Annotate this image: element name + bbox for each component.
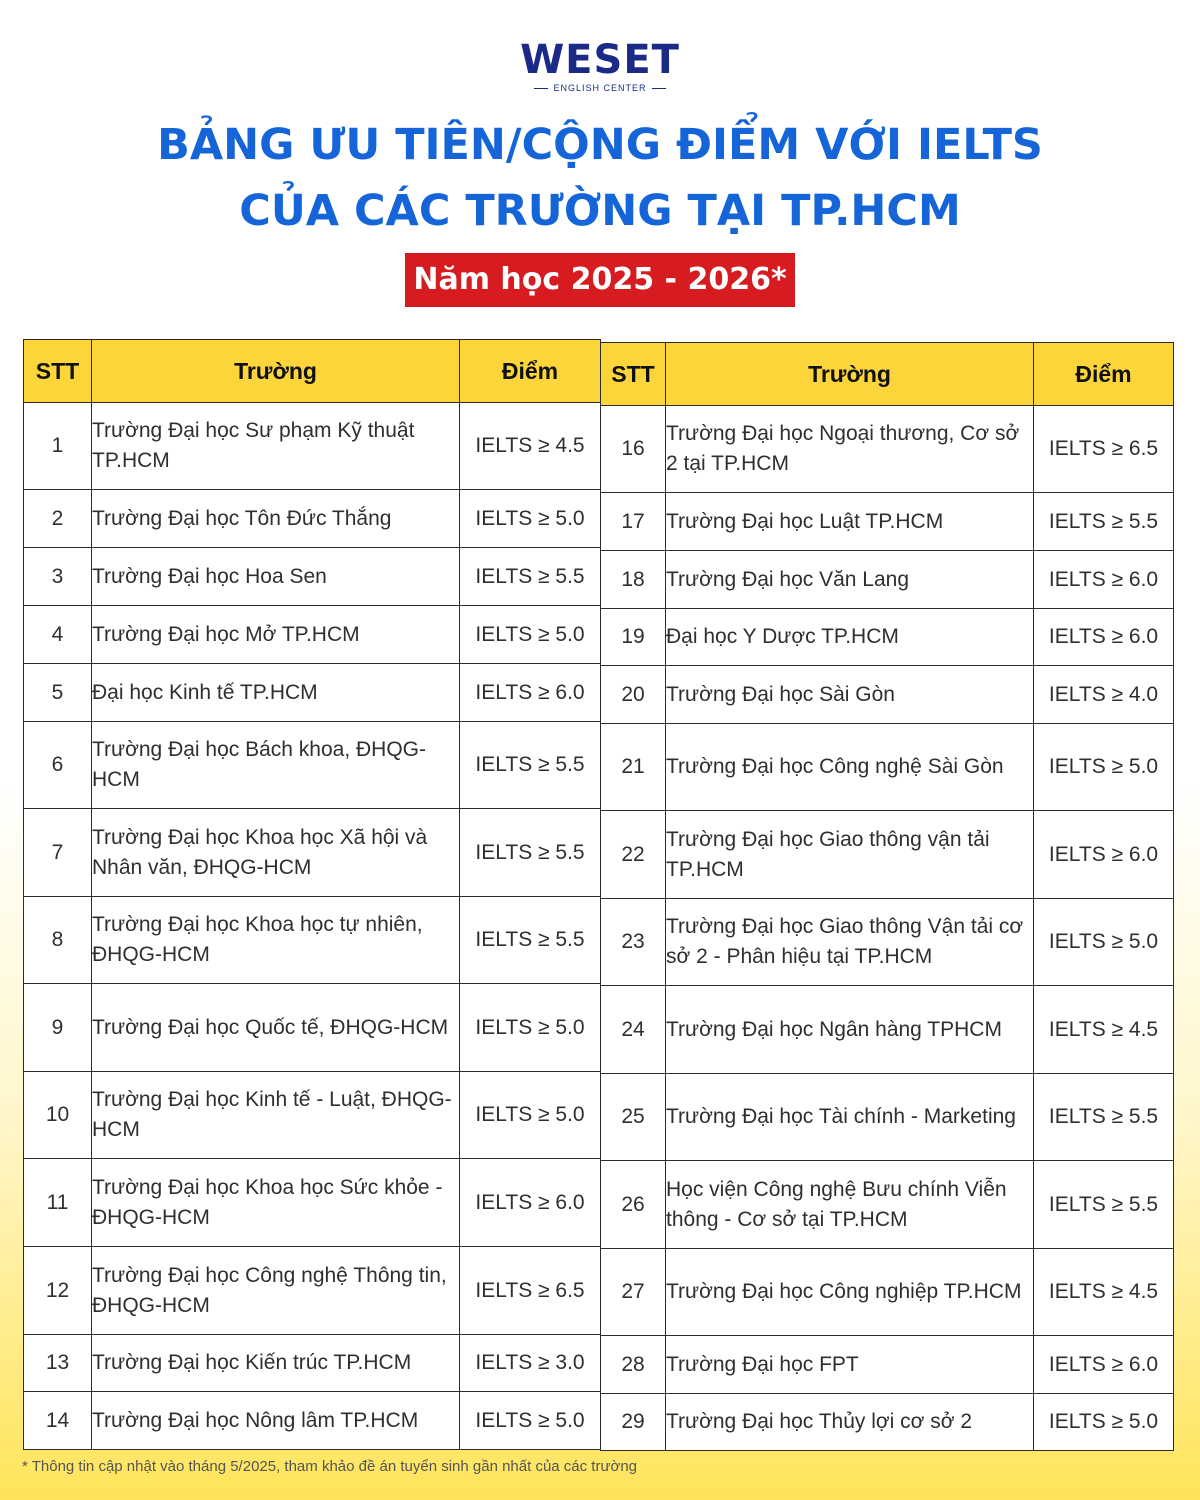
row-school: Trường Đại học Công nghệ Thông tin, ĐHQG-HCM <box>92 1247 460 1335</box>
table-row <box>24 897 601 984</box>
row-school: Trường Đại học Luật TP.HCM <box>666 493 1034 551</box>
table-row <box>24 722 601 809</box>
row-stt: 16 <box>601 406 666 493</box>
row-stt: 28 <box>601 1336 666 1394</box>
row-score: IELTS ≥ 6.5 <box>1034 406 1174 493</box>
row-score: IELTS ≥ 5.0 <box>1034 1394 1174 1451</box>
row-school: Đại học Y Dược TP.HCM <box>666 609 1034 666</box>
logo-brand: WESET <box>520 37 680 83</box>
row-school: Trường Đại học Quốc tế, ĐHQG-HCM <box>92 984 460 1072</box>
table-row <box>601 899 1174 986</box>
row-stt: 26 <box>601 1161 666 1249</box>
row-score: IELTS ≥ 5.5 <box>460 897 601 984</box>
table-row <box>24 548 601 606</box>
row-stt: 2 <box>24 490 92 548</box>
table-row <box>601 493 1174 551</box>
row-score: IELTS ≥ 5.5 <box>460 548 601 606</box>
table-row <box>601 811 1174 899</box>
header-school: Trường <box>92 340 460 403</box>
row-school: Trường Đại học Giao thông vận tải TP.HCM <box>666 811 1034 899</box>
row-score: IELTS ≥ 5.0 <box>460 1392 601 1450</box>
row-score: IELTS ≥ 4.5 <box>1034 1249 1174 1336</box>
table-header-row <box>601 343 1174 406</box>
row-stt: 17 <box>601 493 666 551</box>
row-score: IELTS ≥ 5.0 <box>460 984 601 1072</box>
row-stt: 8 <box>24 897 92 984</box>
row-score: IELTS ≥ 5.5 <box>1034 493 1174 551</box>
row-score: IELTS ≥ 5.5 <box>460 722 601 809</box>
row-school: Trường Đại học Sư phạm Kỹ thuật TP.HCM <box>92 403 460 490</box>
row-score: IELTS ≥ 6.0 <box>1034 551 1174 609</box>
row-score: IELTS ≥ 4.0 <box>1034 666 1174 724</box>
table-row <box>601 1161 1174 1249</box>
row-school: Trường Đại học Sài Gòn <box>666 666 1034 724</box>
table-row <box>601 1394 1174 1451</box>
table-body-right <box>601 406 1174 1451</box>
row-score: IELTS ≥ 6.0 <box>460 664 601 722</box>
row-score: IELTS ≥ 4.5 <box>460 403 601 490</box>
table-row <box>24 1335 601 1392</box>
logo-dash-right <box>652 88 666 89</box>
row-school: Trường Đại học Tài chính - Marketing <box>666 1074 1034 1161</box>
row-school: Đại học Kinh tế TP.HCM <box>92 664 460 722</box>
row-stt: 10 <box>24 1072 92 1159</box>
row-stt: 12 <box>24 1247 92 1335</box>
row-stt: 3 <box>24 548 92 606</box>
row-school: Trường Đại học Văn Lang <box>666 551 1034 609</box>
row-school: Trường Đại học Khoa học tự nhiên, ĐHQG-HCM <box>92 897 460 984</box>
row-school: Trường Đại học Khoa học Sức khỏe - ĐHQG-HCM <box>92 1159 460 1247</box>
row-score: IELTS ≥ 5.0 <box>460 1072 601 1159</box>
row-stt: 19 <box>601 609 666 666</box>
row-stt: 23 <box>601 899 666 986</box>
row-school: Trường Đại học Giao thông Vận tải cơ sở 2 - Phân hiệu tại TP.HCM <box>666 899 1034 986</box>
table-row <box>24 403 601 490</box>
table-body-left <box>24 403 601 1450</box>
row-stt: 29 <box>601 1394 666 1451</box>
table-row <box>24 606 601 664</box>
row-stt: 13 <box>24 1335 92 1392</box>
row-score: IELTS ≥ 4.5 <box>1034 986 1174 1074</box>
row-stt: 25 <box>601 1074 666 1161</box>
row-school: Trường Đại học Thủy lợi cơ sở 2 <box>666 1394 1034 1451</box>
row-school: Trường Đại học Hoa Sen <box>92 548 460 606</box>
row-school: Trường Đại học Khoa học Xã hội và Nhân văn, ĐHQG-HCM <box>92 809 460 897</box>
row-school: Trường Đại học Công nghiệp TP.HCM <box>666 1249 1034 1336</box>
row-stt: 20 <box>601 666 666 724</box>
header-stt: STT <box>601 343 666 406</box>
row-score: IELTS ≥ 5.0 <box>1034 899 1174 986</box>
table-row <box>601 406 1174 493</box>
row-score: IELTS ≥ 6.0 <box>1034 1336 1174 1394</box>
header-score: Điểm <box>460 340 601 403</box>
row-school: Trường Đại học Ngoại thương, Cơ sở 2 tại TP.HCM <box>666 406 1034 493</box>
row-score: IELTS ≥ 5.5 <box>1034 1074 1174 1161</box>
row-stt: 9 <box>24 984 92 1072</box>
row-school: Trường Đại học Bách khoa, ĐHQG-HCM <box>92 722 460 809</box>
table-row <box>24 490 601 548</box>
header-stt: STT <box>24 340 92 403</box>
table-row <box>24 1159 601 1247</box>
row-school: Trường Đại học Nông lâm TP.HCM <box>92 1392 460 1450</box>
table-row <box>601 1336 1174 1394</box>
table-row <box>24 1392 601 1450</box>
row-score: IELTS ≥ 5.0 <box>460 606 601 664</box>
table-row <box>24 984 601 1072</box>
logo-dash-left <box>534 88 548 89</box>
logo-subtitle: ENGLISH CENTER <box>553 83 647 93</box>
table-header-row <box>24 340 601 403</box>
row-stt: 6 <box>24 722 92 809</box>
table-row <box>601 1249 1174 1336</box>
row-stt: 4 <box>24 606 92 664</box>
row-stt: 21 <box>601 724 666 811</box>
row-score: IELTS ≥ 5.0 <box>1034 724 1174 811</box>
weset-logo <box>0 38 1200 94</box>
row-score: IELTS ≥ 6.5 <box>460 1247 601 1335</box>
row-school: Trường Đại học Kinh tế - Luật, ĐHQG-HCM <box>92 1072 460 1159</box>
row-stt: 7 <box>24 809 92 897</box>
academic-year-badge: Năm học 2025 - 2026* <box>405 253 795 307</box>
row-stt: 22 <box>601 811 666 899</box>
row-score: IELTS ≥ 6.0 <box>1034 811 1174 899</box>
row-school: Trường Đại học Mở TP.HCM <box>92 606 460 664</box>
header-school: Trường <box>666 343 1034 406</box>
table-row <box>601 724 1174 811</box>
row-stt: 24 <box>601 986 666 1074</box>
row-school: Trường Đại học Kiến trúc TP.HCM <box>92 1335 460 1392</box>
row-stt: 1 <box>24 403 92 490</box>
table-row <box>601 986 1174 1074</box>
row-score: IELTS ≥ 3.0 <box>460 1335 601 1392</box>
row-score: IELTS ≥ 5.0 <box>460 490 601 548</box>
row-school: Trường Đại học Ngân hàng TPHCM <box>666 986 1034 1074</box>
logo-subtitle-row <box>0 82 1200 94</box>
row-school: Trường Đại học FPT <box>666 1336 1034 1394</box>
table-row <box>24 1247 601 1335</box>
row-school: Trường Đại học Tôn Đức Thắng <box>92 490 460 548</box>
row-stt: 18 <box>601 551 666 609</box>
row-school: Học viện Công nghệ Bưu chính Viễn thông - Cơ sở tại TP.HCM <box>666 1161 1034 1249</box>
page-title-line-2: CỦA CÁC TRƯỜNG TẠI TP.HCM <box>239 186 961 236</box>
row-score: IELTS ≥ 5.5 <box>1034 1161 1174 1249</box>
table-row <box>601 1074 1174 1161</box>
ielts-table-right <box>600 342 1174 1451</box>
table-row <box>601 609 1174 666</box>
row-stt: 14 <box>24 1392 92 1450</box>
table-row <box>601 551 1174 609</box>
row-stt: 27 <box>601 1249 666 1336</box>
row-score: IELTS ≥ 6.0 <box>1034 609 1174 666</box>
table-row <box>24 664 601 722</box>
row-stt: 11 <box>24 1159 92 1247</box>
table-row <box>601 666 1174 724</box>
page-title-line-1: BẢNG ƯU TIÊN/CỘNG ĐIỂM VỚI IELTS <box>157 120 1043 170</box>
header-score: Điểm <box>1034 343 1174 406</box>
table-row <box>24 1072 601 1159</box>
row-school: Trường Đại học Công nghệ Sài Gòn <box>666 724 1034 811</box>
row-stt: 5 <box>24 664 92 722</box>
row-score: IELTS ≥ 5.5 <box>460 809 601 897</box>
table-row <box>24 809 601 897</box>
footnote: * Thông tin cập nhật vào tháng 5/2025, tham khảo đề án tuyển sinh gần nhất của các trường <box>22 1458 638 1475</box>
ielts-table-left <box>23 339 601 1450</box>
row-score: IELTS ≥ 6.0 <box>460 1159 601 1247</box>
